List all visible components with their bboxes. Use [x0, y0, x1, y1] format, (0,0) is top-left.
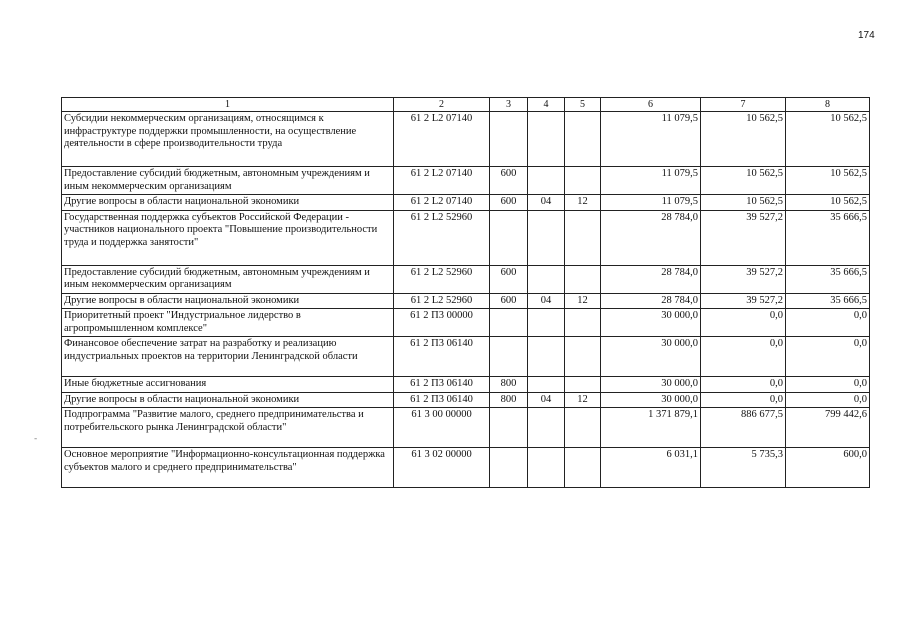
row-value-col7: 10 562,5 [701, 167, 786, 195]
row-section [528, 377, 565, 393]
column-header: 8 [786, 98, 870, 112]
row-section [528, 309, 565, 337]
row-kvr [490, 309, 528, 337]
row-value-col7: 39 527,2 [701, 293, 786, 309]
row-section: 04 [528, 293, 565, 309]
row-subsection [565, 377, 601, 393]
table-row [62, 309, 870, 337]
table-row [62, 337, 870, 377]
table-row [62, 265, 870, 293]
row-name: Подпрограмма "Развитие малого, среднего предпринимательства и потребительского рынка Ленинградской области" [62, 408, 394, 448]
row-name: Основное мероприятие "Информационно-консультационная поддержка субъектов малого и среднего предпринимательства" [62, 448, 394, 488]
row-kvr: 600 [490, 293, 528, 309]
row-kvr: 800 [490, 392, 528, 408]
table-row [62, 377, 870, 393]
row-name: Государственная поддержка субъектов Российской Федерации - участников национального проекта "Повышение производительности труда и поддержка занятости" [62, 210, 394, 265]
table-row [62, 392, 870, 408]
row-value-col8: 10 562,5 [786, 112, 870, 167]
row-kvr [490, 210, 528, 265]
row-value-col8: 35 666,5 [786, 293, 870, 309]
row-value-col6: 28 784,0 [601, 265, 701, 293]
row-value-col8: 10 562,5 [786, 195, 870, 211]
row-name: Финансовое обеспечение затрат на разработку и реализацию индустриальных проектов на территории Ленинградской области [62, 337, 394, 377]
budget-table [61, 97, 870, 488]
row-code: 61 2 L2 52960 [394, 293, 490, 309]
row-subsection [565, 408, 601, 448]
table-row [62, 112, 870, 167]
row-value-col8: 799 442,6 [786, 408, 870, 448]
row-section: 04 [528, 392, 565, 408]
column-header: 2 [394, 98, 490, 112]
row-value-col6: 30 000,0 [601, 309, 701, 337]
row-value-col6: 28 784,0 [601, 210, 701, 265]
row-value-col8: 0,0 [786, 392, 870, 408]
row-code: 61 2 L2 07140 [394, 167, 490, 195]
table-row [62, 210, 870, 265]
row-subsection [565, 309, 601, 337]
row-value-col6: 30 000,0 [601, 337, 701, 377]
row-subsection: 12 [565, 392, 601, 408]
column-header: 4 [528, 98, 565, 112]
row-section [528, 112, 565, 167]
row-value-col7: 10 562,5 [701, 112, 786, 167]
column-header: 7 [701, 98, 786, 112]
row-name: Иные бюджетные ассигнования [62, 377, 394, 393]
row-subsection: 12 [565, 293, 601, 309]
row-name: Субсидии некоммерческим организациям, относящимся к инфраструктуре поддержки промышленности, на осуществление деятельности в сфере производительности труда [62, 112, 394, 167]
page-number: 174 [858, 30, 875, 41]
row-value-col6: 30 000,0 [601, 377, 701, 393]
table-row [62, 408, 870, 448]
row-value-col7: 5 735,3 [701, 448, 786, 488]
row-kvr: 600 [490, 167, 528, 195]
row-value-col8: 0,0 [786, 337, 870, 377]
row-value-col6: 28 784,0 [601, 293, 701, 309]
row-name: Предоставление субсидий бюджетным, автономным учреждениям и иным некоммерческим организациям [62, 167, 394, 195]
row-kvr [490, 408, 528, 448]
row-code: 61 2 L2 07140 [394, 112, 490, 167]
row-kvr [490, 448, 528, 488]
row-value-col6: 1 371 879,1 [601, 408, 701, 448]
row-name: Другие вопросы в области национальной экономики [62, 392, 394, 408]
row-name: Предоставление субсидий бюджетным, автономным учреждениям и иным некоммерческим организациям [62, 265, 394, 293]
row-section [528, 337, 565, 377]
column-header: 3 [490, 98, 528, 112]
column-header: 5 [565, 98, 601, 112]
row-value-col6: 6 031,1 [601, 448, 701, 488]
row-kvr: 600 [490, 265, 528, 293]
row-value-col7: 10 562,5 [701, 195, 786, 211]
row-value-col6: 11 079,5 [601, 195, 701, 211]
column-header: 1 [62, 98, 394, 112]
row-value-col6: 11 079,5 [601, 112, 701, 167]
row-value-col7: 0,0 [701, 392, 786, 408]
row-value-col8: 10 562,5 [786, 167, 870, 195]
row-code: 61 2 L2 52960 [394, 265, 490, 293]
table-row [62, 448, 870, 488]
row-value-col7: 886 677,5 [701, 408, 786, 448]
row-code: 61 2 П3 00000 [394, 309, 490, 337]
row-value-col7: 39 527,2 [701, 265, 786, 293]
margin-mark: - [34, 434, 38, 444]
row-kvr [490, 337, 528, 377]
row-section: 04 [528, 195, 565, 211]
row-subsection [565, 210, 601, 265]
row-code: 61 3 00 00000 [394, 408, 490, 448]
row-value-col8: 600,0 [786, 448, 870, 488]
row-name: Другие вопросы в области национальной экономики [62, 293, 394, 309]
column-header: 6 [601, 98, 701, 112]
table-row [62, 293, 870, 309]
row-section [528, 210, 565, 265]
row-value-col7: 39 527,2 [701, 210, 786, 265]
row-section [528, 408, 565, 448]
row-name: Приоритетный проект "Индустриальное лидерство в агропромышленном комплексе" [62, 309, 394, 337]
row-kvr: 600 [490, 195, 528, 211]
row-subsection [565, 112, 601, 167]
row-value-col7: 0,0 [701, 377, 786, 393]
row-value-col8: 35 666,5 [786, 210, 870, 265]
row-value-col8: 0,0 [786, 309, 870, 337]
row-code: 61 2 П3 06140 [394, 392, 490, 408]
row-code: 61 2 П3 06140 [394, 337, 490, 377]
row-code: 61 3 02 00000 [394, 448, 490, 488]
row-kvr [490, 112, 528, 167]
row-value-col7: 0,0 [701, 337, 786, 377]
row-section [528, 448, 565, 488]
row-name: Другие вопросы в области национальной экономики [62, 195, 394, 211]
row-code: 61 2 L2 52960 [394, 210, 490, 265]
row-subsection [565, 265, 601, 293]
row-value-col6: 11 079,5 [601, 167, 701, 195]
row-subsection [565, 448, 601, 488]
row-value-col6: 30 000,0 [601, 392, 701, 408]
header-row [62, 98, 870, 112]
row-value-col8: 0,0 [786, 377, 870, 393]
row-value-col7: 0,0 [701, 309, 786, 337]
row-section [528, 265, 565, 293]
row-code: 61 2 L2 07140 [394, 195, 490, 211]
table-row [62, 167, 870, 195]
row-value-col8: 35 666,5 [786, 265, 870, 293]
row-subsection [565, 337, 601, 377]
row-subsection [565, 167, 601, 195]
row-code: 61 2 П3 06140 [394, 377, 490, 393]
row-kvr: 800 [490, 377, 528, 393]
row-section [528, 167, 565, 195]
row-subsection: 12 [565, 195, 601, 211]
table-row [62, 195, 870, 211]
